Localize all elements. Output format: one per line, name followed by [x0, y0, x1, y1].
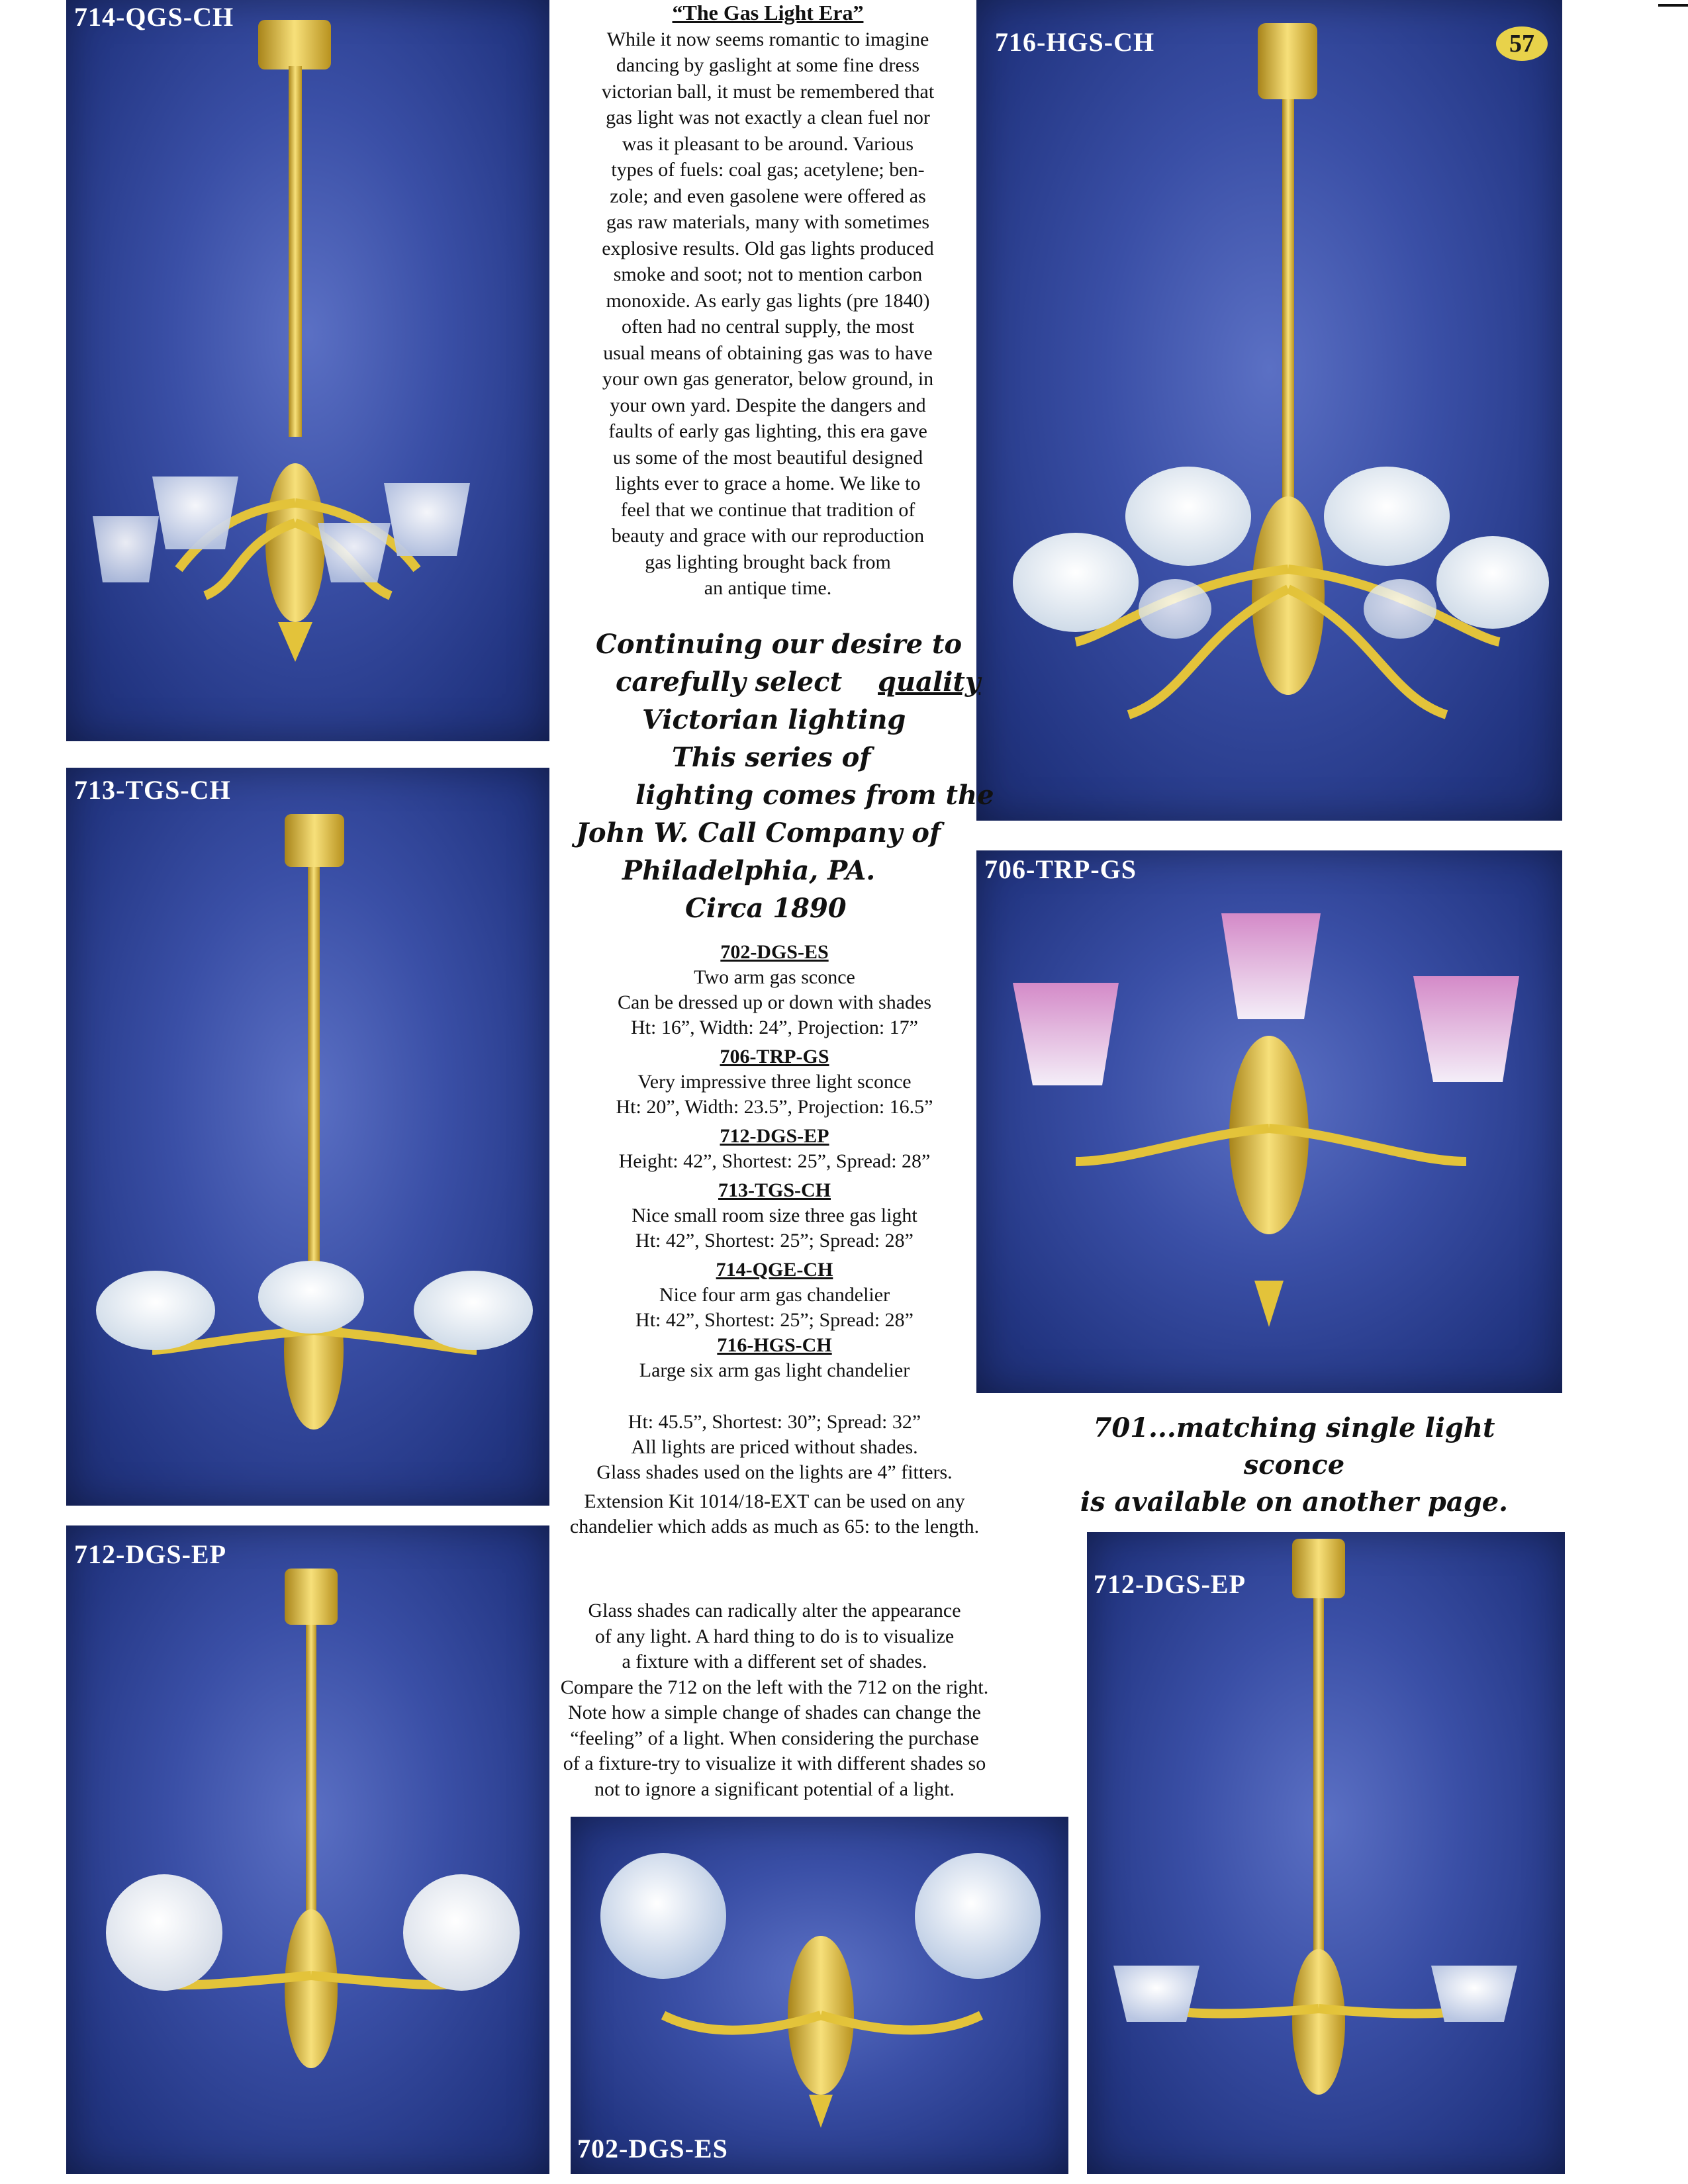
note-line: “feeling” of a light. When considering the purchase: [570, 1727, 979, 1749]
note-line: Compare the 712 on the left with the 712 on the right.: [560, 1676, 989, 1698]
matching-sconce-note: [1043, 1410, 1546, 1521]
note-line: All lights are priced without shades.: [631, 1436, 918, 1458]
spec-line: Nice four arm gas chandelier: [659, 1284, 890, 1306]
intro-line: often had no central supply, the most: [621, 316, 915, 338]
matching-line: 701...matching single light sconce: [1093, 1412, 1495, 1480]
spec-line: Large six arm gas light chandelier: [639, 1359, 910, 1381]
script-line: Circa 1890: [685, 893, 847, 924]
spec-code: 712-DGS-EP: [720, 1125, 829, 1147]
photo-702-dgs-es: [571, 1817, 1068, 2174]
spec-code: 702-DGS-ES: [720, 941, 829, 963]
note-line: of any light. A hard thing to do is to visualize: [594, 1625, 955, 1647]
note-line: a fixture with a different set of shades.: [622, 1651, 927, 1672]
script-line: Philadelphia, PA.: [622, 855, 876, 886]
intro-line: an antique time.: [704, 577, 832, 599]
script-quality: quality: [878, 666, 981, 698]
intro-line: was it pleasant to be around. Various: [622, 132, 914, 155]
note-line: Extension Kit 1014/18-EXT can be used on any: [584, 1490, 965, 1512]
photo-706-trp-gs: [976, 850, 1562, 1393]
note-line: Glass shades can radically alter the appearance: [588, 1600, 961, 1621]
intro-line: lights ever to grace a home. We like to: [615, 473, 921, 494]
intro-line: gas lighting brought back from: [645, 551, 891, 573]
intro-line: feel that we continue that tradition of: [620, 498, 915, 521]
photo-label: 712-DGS-EP: [74, 1539, 226, 1569]
spec-line: Nice small room size three gas light: [632, 1205, 917, 1226]
intro-line: zole; and even gasolene were offered as: [610, 185, 926, 207]
spec-line: Height: 42”, Shortest: 25”, Spread: 28”: [618, 1150, 931, 1172]
gas-light-era-intro: [563, 0, 973, 602]
intro-line: us some of the most beautiful designed: [612, 446, 923, 469]
spec-line: Ht: 16”, Width: 24”, Projection: 17”: [630, 1017, 918, 1038]
intro-line: gas light was not exactly a clean fuel nor: [606, 107, 930, 128]
photo-714-qgs-ch: [66, 0, 549, 741]
note-line: Glass shades used on the lights are 4” fitters.: [596, 1461, 953, 1483]
photo-label: 706-TRP-GS: [984, 854, 1137, 884]
intro-line: faults of early gas lighting, this era gave: [608, 420, 927, 442]
script-line: [556, 663, 980, 701]
intro-line: While it now seems romantic to imagine: [606, 28, 929, 50]
intro-line: smoke and soot; not to mention carbon: [613, 263, 923, 285]
photo-712-dgs-ep-left: [66, 1525, 549, 2174]
product-specs: [549, 940, 1000, 1539]
note-line: not to ignore a significant potential of a light.: [594, 1778, 955, 1800]
two-arm-gas-sconce-illustration: [571, 1817, 1068, 2174]
six-arm-chandelier-illustration: [976, 0, 1562, 821]
intro-line: explosive results. Old gas lights produced: [602, 237, 934, 259]
spec-line: Two arm gas sconce: [694, 966, 855, 988]
spec-line: Very impressive three light sconce: [637, 1071, 912, 1093]
photo-712-dgs-ep-right: [1087, 1532, 1565, 2174]
script-text: carefully select: [616, 666, 843, 698]
intro-line: your own yard. Despite the dangers and: [610, 394, 926, 416]
spec-line: Can be dressed up or down with shades: [617, 991, 932, 1013]
glass-shade-note: [483, 1598, 1066, 1802]
three-arm-chandelier-illustration: [66, 768, 549, 1506]
three-light-sconce-illustration: [976, 850, 1562, 1393]
two-arm-gas-pendant-globes-illustration: [66, 1525, 549, 2174]
intro-line: beauty and grace with our reproduction: [611, 525, 925, 547]
script-line: Victorian lighting: [642, 704, 906, 735]
photo-label: 716-HGS-CH: [995, 27, 1155, 57]
photo-716-hgs-ch: [976, 0, 1562, 821]
intro-line: victorian ball, it must be remembered that: [601, 80, 935, 103]
intro-line: your own gas generator, below ground, in: [602, 368, 934, 390]
page-number-badge: 57: [1496, 26, 1548, 61]
spec-code: 713-TGS-CH: [718, 1179, 831, 1201]
intro-line: types of fuels: coal gas; acetylene; ben-: [611, 159, 925, 181]
matching-line: is available on another page.: [1080, 1486, 1509, 1518]
spec-line: Ht: 20”, Width: 23.5”, Projection: 16.5”: [616, 1096, 933, 1118]
intro-line: usual means of obtaining gas was to have: [603, 341, 933, 364]
spec-line: Ht: 42”, Shortest: 25”; Spread: 28”: [635, 1309, 914, 1331]
corner-mark: [1658, 4, 1688, 7]
script-line: Continuing our desire to: [596, 629, 962, 660]
john-w-call-script-note: [556, 625, 994, 927]
note-line: Note how a simple change of shades can change the: [568, 1702, 981, 1723]
photo-label: 712-DGS-EP: [1094, 1569, 1246, 1599]
intro-line: dancing by gaslight at some fine dress: [616, 54, 920, 76]
photo-label: 702-DGS-ES: [577, 2134, 728, 2163]
spec-code: 714-QGE-CH: [716, 1259, 833, 1281]
script-line: This series of: [672, 742, 871, 773]
photo-label: 713-TGS-CH: [74, 775, 231, 805]
two-arm-gas-pendant-shades-illustration: [1087, 1532, 1565, 2174]
script-line: lighting comes from the: [635, 780, 994, 811]
spec-line: Ht: 45.5”, Shortest: 30”; Spread: 32”: [628, 1411, 921, 1433]
photo-713-tgs-ch: [66, 768, 549, 1506]
photo-label: 714-QGS-CH: [74, 2, 234, 32]
note-line: chandelier which adds as much as 65: to the length.: [569, 1516, 980, 1537]
spec-line: Ht: 42”, Shortest: 25”; Spread: 28”: [635, 1230, 914, 1251]
intro-line: gas raw materials, many with sometimes: [606, 211, 930, 233]
spec-code: 716-HGS-CH: [717, 1334, 832, 1356]
intro-line: monoxide. As early gas lights (pre 1840): [606, 289, 930, 312]
spec-code: 706-TRP-GS: [720, 1046, 829, 1068]
note-line: of a fixture-try to visualize it with different shades so: [563, 1752, 986, 1774]
script-line: John W. Call Company of: [576, 817, 941, 848]
four-arm-chandelier-illustration: [66, 0, 549, 741]
intro-title: “The Gas Light Era”: [672, 1, 864, 24]
